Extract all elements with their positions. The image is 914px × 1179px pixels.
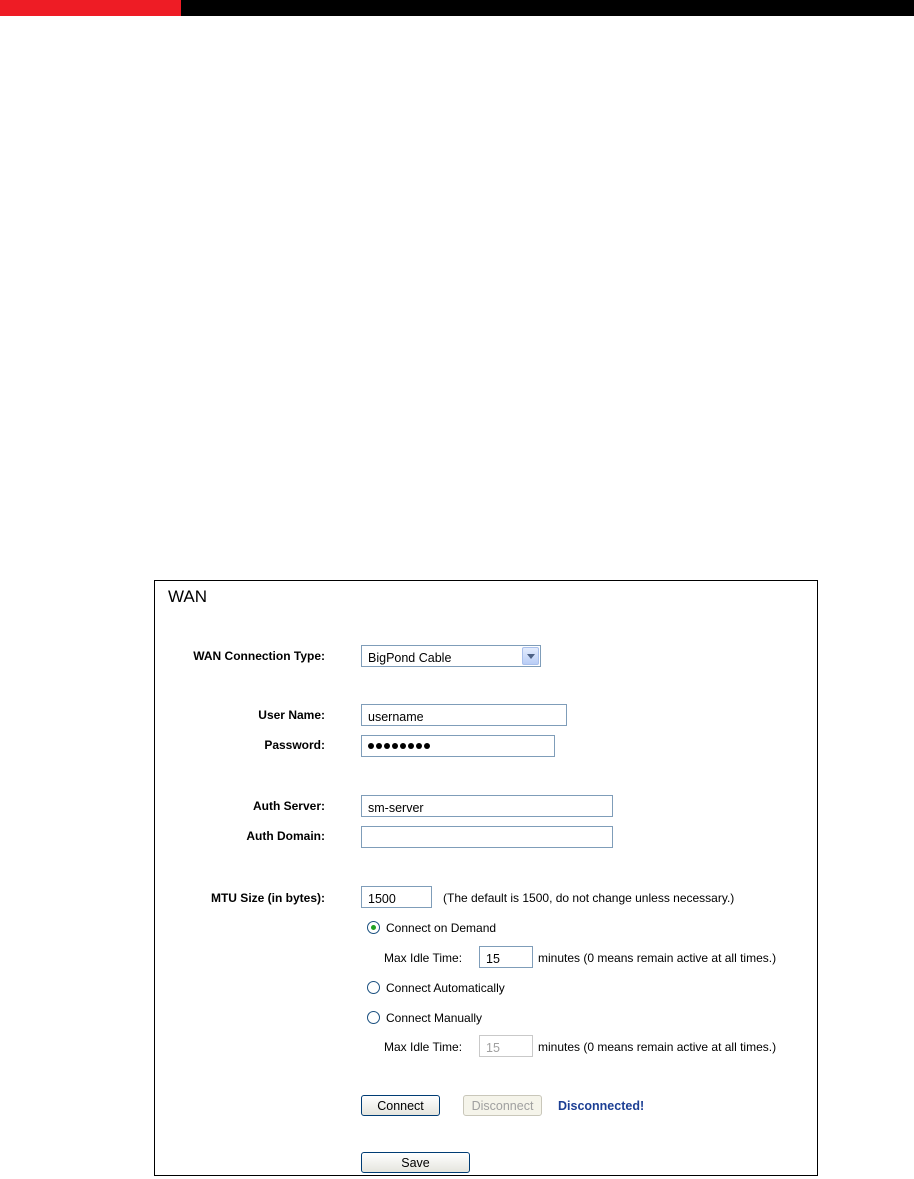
auth-domain-input[interactable] [361,826,613,848]
max-idle-time-manual-note: minutes (0 means remain active at all times.) [538,1040,777,1054]
connect-automatically-radio[interactable] [367,981,380,994]
user-name-label: User Name: [258,708,325,722]
disconnect-button[interactable]: Disconnect [463,1095,542,1116]
auth-server-label: Auth Server: [252,799,325,813]
password-dot [376,743,382,749]
max-idle-time-label: Max Idle Time: [384,951,463,965]
mtu-size-label: MTU Size (in bytes): [210,891,325,905]
password-dot [408,743,414,749]
password-label: Password: [264,738,325,752]
connect-manually-radio[interactable] [367,1011,380,1024]
chevron-down-icon[interactable] [522,647,539,665]
auth-domain-label: Auth Domain: [246,829,325,843]
password-dot [416,743,422,749]
header-accent [0,0,181,16]
password-input[interactable] [361,735,555,757]
max-idle-time-input[interactable]: 15 [479,946,533,968]
password-dot [368,743,374,749]
auth-server-input[interactable]: sm-server [361,795,613,817]
max-idle-time-note: minutes (0 means remain active at all times.) [538,951,777,965]
user-name-input[interactable]: username [361,704,567,726]
password-mask [368,743,430,749]
wan-settings-panel [154,580,818,1176]
password-dot [384,743,390,749]
wan-connection-type-value: BigPond Cable [368,651,452,665]
password-dot [400,743,406,749]
connect-on-demand-label: Connect on Demand [386,921,497,935]
header-bar [0,0,914,16]
wan-connection-type-select[interactable] [361,645,541,667]
connection-status: Disconnected! [558,1099,645,1113]
connect-on-demand-radio[interactable] [367,921,380,934]
wan-connection-type-label: WAN Connection Type: [193,649,325,663]
mtu-size-note: (The default is 1500, do not change unless necessary.) [443,891,735,905]
connect-automatically-label: Connect Automatically [386,981,505,995]
max-idle-time-manual-input[interactable]: 15 [479,1035,533,1057]
connect-manually-label: Connect Manually [386,1011,483,1025]
save-button[interactable]: Save [361,1152,470,1173]
connect-button[interactable]: Connect [361,1095,440,1116]
panel-title: WAN [168,587,208,606]
password-dot [424,743,430,749]
max-idle-time-manual-label: Max Idle Time: [384,1040,463,1054]
mtu-size-input[interactable]: 1500 [361,886,432,908]
password-dot [392,743,398,749]
